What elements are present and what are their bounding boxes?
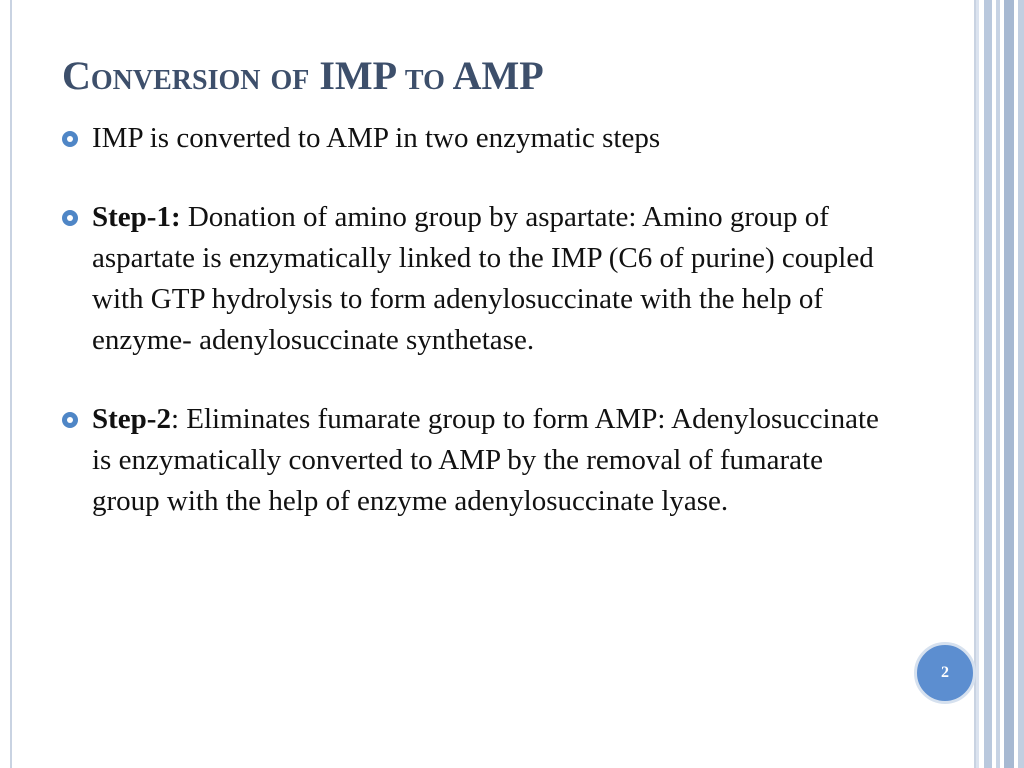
stripe <box>976 0 979 768</box>
bullet-list <box>62 118 892 560</box>
bullet-icon <box>62 131 78 147</box>
bullet-icon <box>62 210 78 226</box>
page-number-badge <box>914 642 976 704</box>
page-number: 2 <box>941 664 949 681</box>
stripe <box>996 0 1000 768</box>
bullet-text: Donation of amino group by aspartate: Amino group of aspartate is enzymatically linked to the IMP (C6 of purine) coupled with GTP hydrolysis to form adenylosuccinate with the help of enzyme- adenylosuccinate synthetase. <box>92 201 874 356</box>
bullet-lead: Step-1: <box>92 201 181 233</box>
bullet-item <box>62 399 892 522</box>
bullet-item <box>62 118 892 159</box>
stripe <box>1004 0 1014 768</box>
stripe <box>1018 0 1024 768</box>
stripe <box>984 0 992 768</box>
bullet-item <box>62 197 892 361</box>
decorative-stripes <box>976 0 1024 768</box>
bullet-icon <box>62 412 78 428</box>
bullet-text: IMP is converted to AMP in two enzymatic steps <box>92 122 661 154</box>
bullet-text: : Eliminates fumarate group to form AMP: Adenylosuccinate is enzymatically converted to AMP by the removal of fumarate group with the help of enzyme adenylosuccinate lyase. <box>92 403 879 517</box>
slide-title: Conversion of IMP to AMP <box>62 53 544 98</box>
bullet-lead: Step-2 <box>92 403 171 435</box>
